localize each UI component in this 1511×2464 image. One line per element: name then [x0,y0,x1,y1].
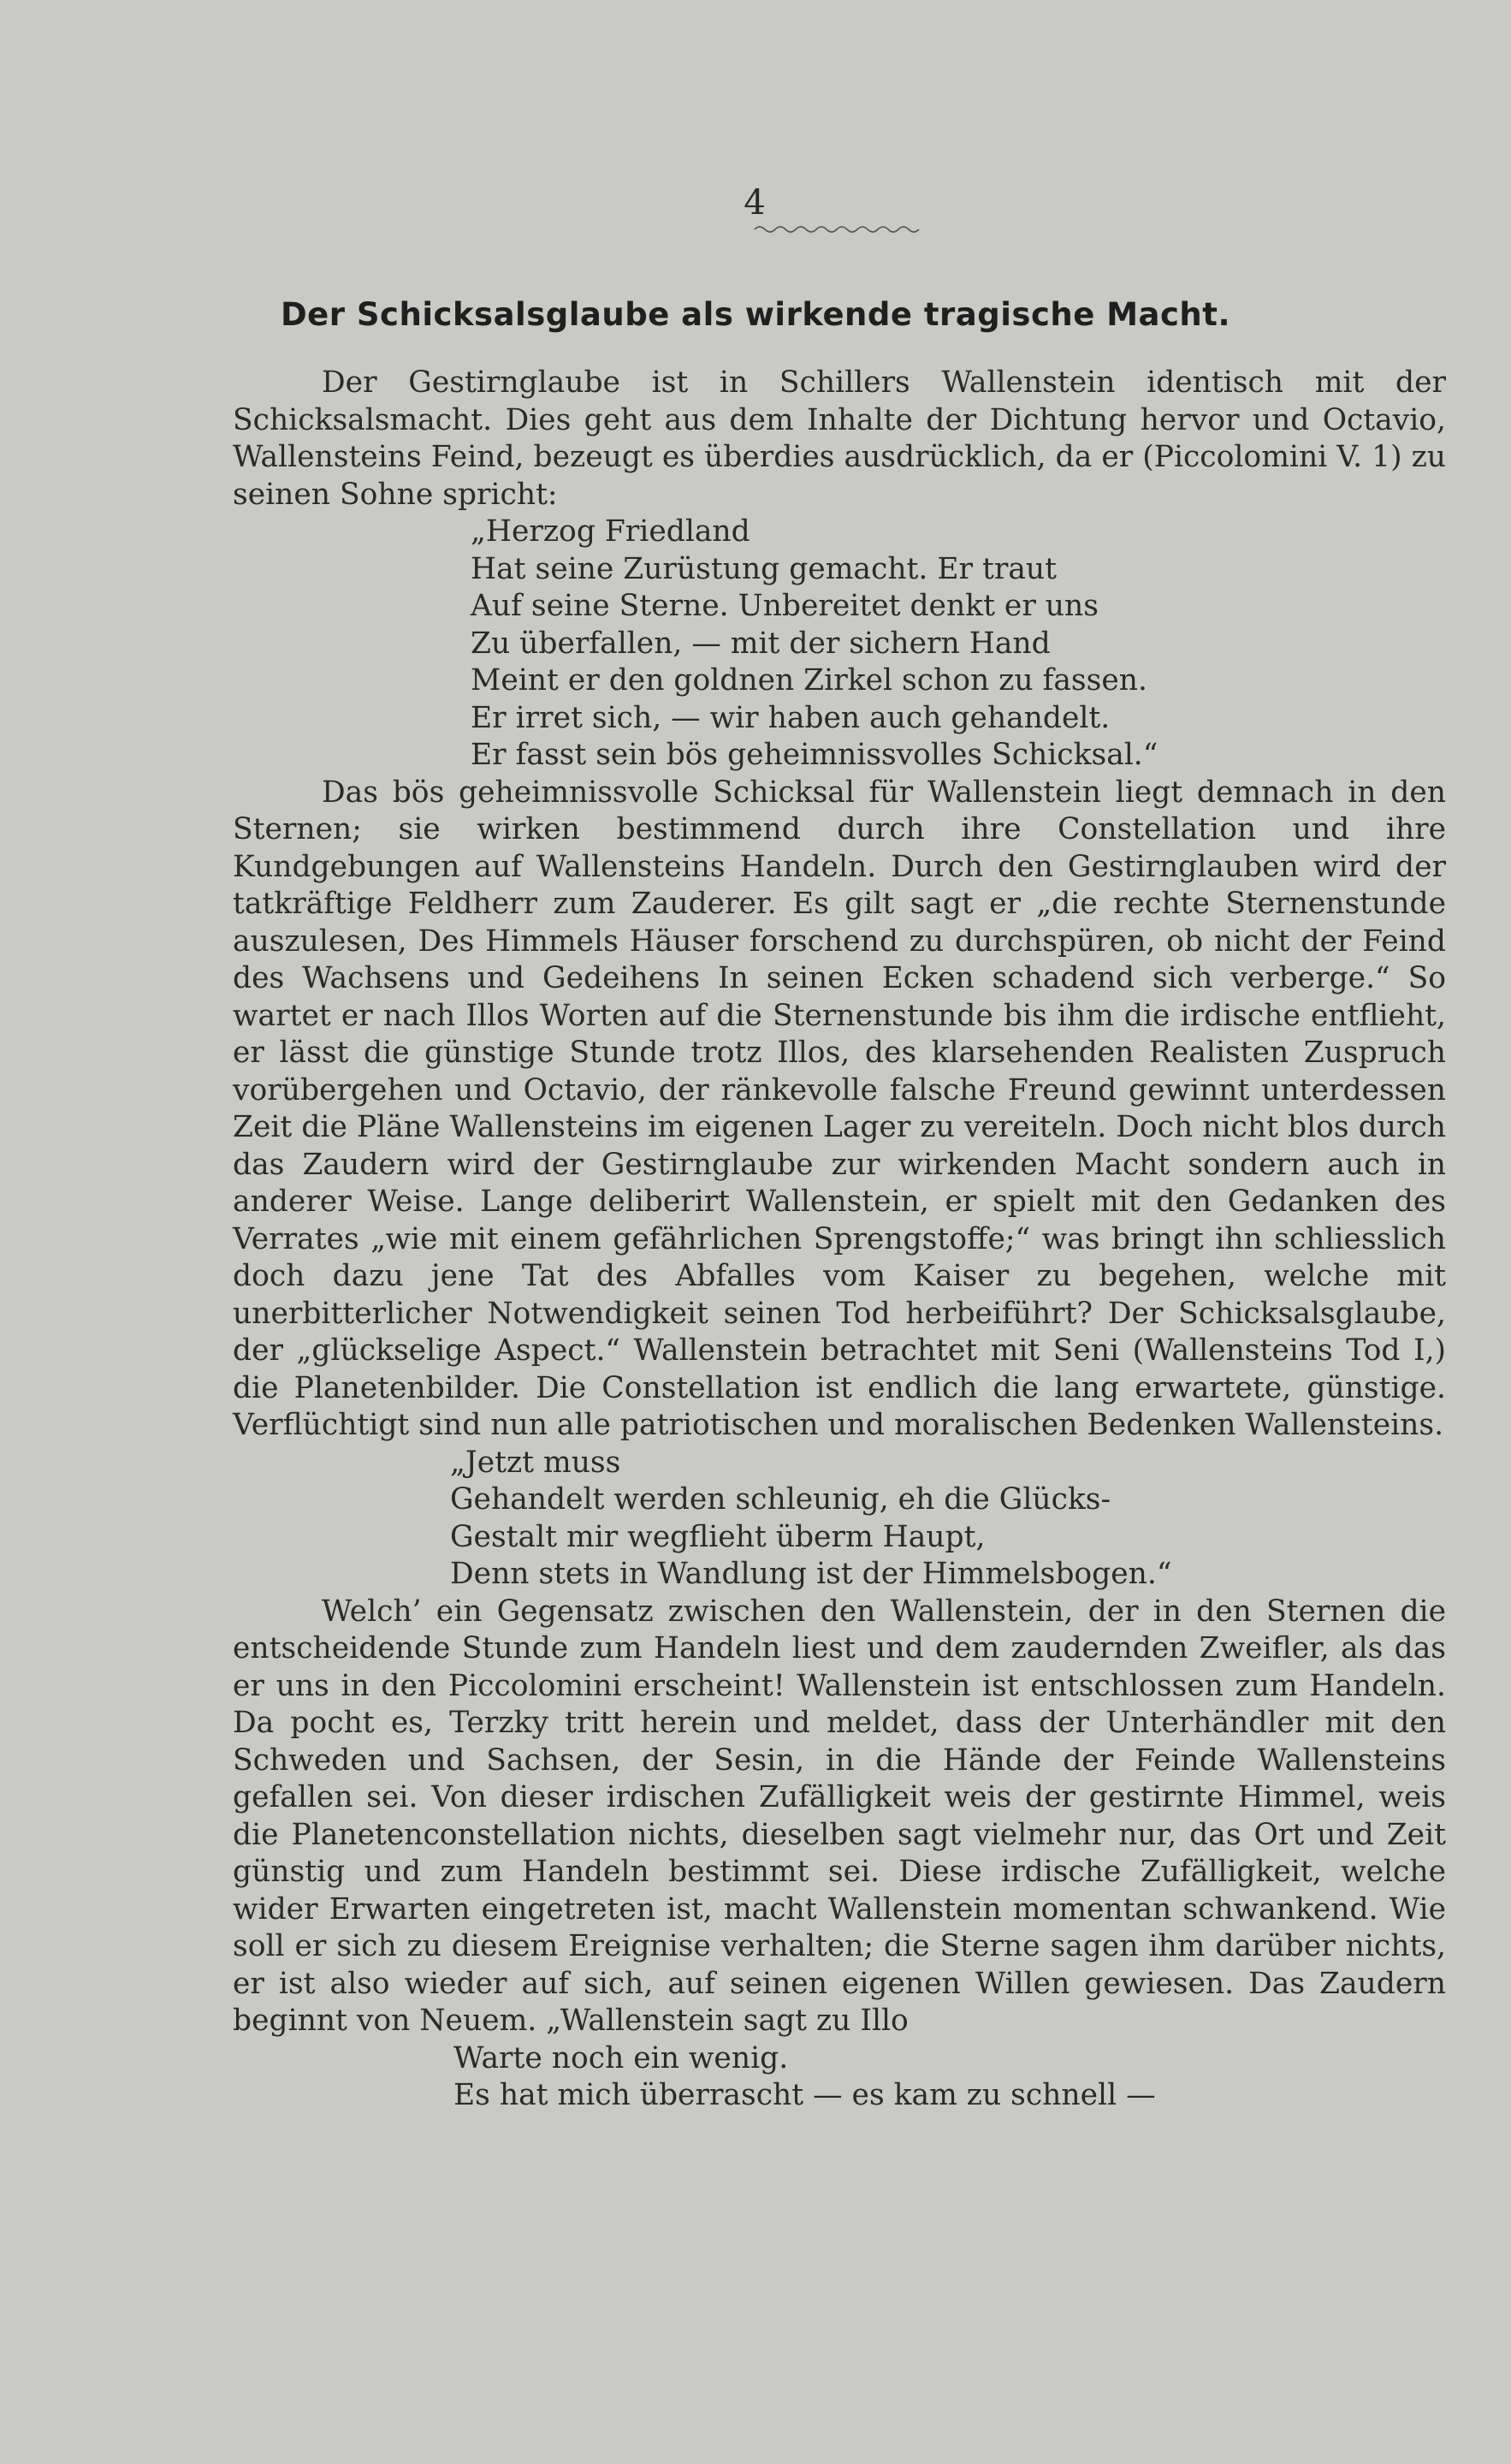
verse-quote-octavio [233,514,1446,775]
body-text [233,365,1446,2115]
verse-line: Es hat mich überrascht — es kam zu schnell — [453,2078,1156,2112]
verse-quote-wallenstein [233,1445,1446,1594]
verse-line: Gestalt mir wegflieht überm Haupt, [450,1519,986,1554]
verse-line: Gehandelt werden schleunig, eh die Glücks- [450,1482,1111,1517]
verse-line: Denn stets in Wandlung ist der Himmelsbogen.“ [450,1557,1172,1591]
verse-line: Meint er den goldnen Zirkel schon zu fassen. [471,663,1147,698]
verse-line: Er fasst sein bös geheimnissvolles Schicksal.“ [471,738,1158,772]
page-number: 4 [744,183,767,223]
paragraph: Der Gestirnglaube ist in Schillers Wallenstein identisch mit der Schicksalsmacht. Dies geht aus dem Inhalte der Dichtung hervor und Octavio, Wallensteins Feind, bezeugt es überdies ausdrücklich, da er (Piccolomini V. 1) zu seinen Sohne spricht: [233,365,1446,512]
verse-quote-illo [233,2040,1446,2115]
verse-line: Auf seine Sterne. Unbereitet denkt er uns [471,589,1099,623]
paragraph: Das bös geheimnissvolle Schicksal für Wallenstein liegt demnach in den Sternen; sie wirken bestimmend durch ihre Constellation und ihre Kundgebungen auf Wallensteins Handeln. Durch den Gestirnglauben wird der tatkräftige Feldherr zum Zauderer. Es gilt sagt er „die rechte Sternenstunde auszulesen, Des Himmels Häuser forschend zu durchspüren, ob nicht der Feind des Wachsens und Gedeihens In seinen Ecken schadend sich verberge.“ So wartet er nach Illos Worten auf die Sternenstunde bis ihm die irdische entflieht, er lässt die günstige Stunde trotz Illos, des klarsehenden Realisten Zuspruch vorübergehen und Octavio, der ränkevolle falsche Freund gewinnt unterdessen Zeit die Pläne Wallensteins im eigenen Lager zu vereiteln. Doch nicht blos durch das Zaudern wird der Gestirnglaube zur wirkenden Macht sondern auch in anderer Weise. Lange deliberirt Wallenstein, er spielt mit den Gedanken des Verrates „wie mit einem gefährlichen Sprengstoffe;“ was bringt ihn schliesslich doch dazu jene Tat des Abfalles vom Kaiser zu begehen, welche mit unerbitterlicher Notwendigkeit seinen Tod herbeiführt? Der Schicksalsglaube, der „glückselige Aspect.“ Wallenstein betrachtet mit Seni (Wallensteins Tod I,) die Planetenbilder. Die Constellation ist endlich die lang erwartete, günstige. Verflüchtigt sind nun alle patriotischen und moralischen Bedenken Wallensteins. [233,775,1446,1442]
paragraph: Welch’ ein Gegensatz zwischen den Wallenstein, der in den Sternen die entscheidende Stunde zum Handeln liest und dem zaudernden Zweifler, als das er uns in den Piccolomini erscheint! Wallenstein ist entschlossen zum Handeln. Da pocht es, Terzky tritt herein und meldet, dass der Unterhändler mit den Schweden und Sachsen, der Sesin, in die Hände der Feinde Wallensteins gefallen sei. Von dieser irdischen Zufälligkeit weis der gestirnte Himmel, weis die Planetenconstellation nichts, dieselben sagt vielmehr nur, das Ort und Zeit günstig und zum Handeln bestimmt sei. Diese irdische Zufälligkeit, welche wider Erwarten eingetreten ist, macht Wallenstein momentan schwankend. Wie soll er sich zu diesem Ereignise verhalten; die Sterne sagen ihm darüber nichts, er ist also wieder auf sich, auf seinen eigenen Willen gewiesen. Das Zaudern beginnt von Neuem. „Wallenstein sagt zu Illo [233,1594,1446,2038]
verse-line: Warte noch ein wenig. [453,2040,789,2075]
verse-line: Zu überfallen, — mit der sichern Hand [471,626,1051,661]
verse-line: Er irret sich, — wir haben auch gehandelt. [471,700,1111,735]
verse-line: Hat seine Zurüstung gemacht. Er traut [471,551,1057,586]
decorative-wave-rule [753,221,924,238]
verse-line: „Jetzt muss [450,1445,621,1480]
verse-line: „Herzog Friedland [471,514,750,549]
section-heading: Der Schicksalsglaube als wirkende tragische Macht. [280,296,1231,333]
